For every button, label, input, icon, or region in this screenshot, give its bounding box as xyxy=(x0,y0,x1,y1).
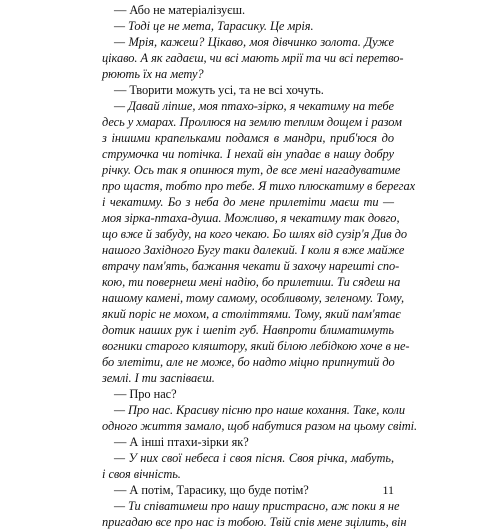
text-line: що вже й забуду, на кого чекаю. Бо шлях від сузір'я Див до xyxy=(102,227,408,241)
text-line: річку. Ось так я опинюся тут, де все мені нагадуватиме xyxy=(102,163,401,177)
text-line: кою, ти повернеш мені надію, бо прилетиш. Ти сядеш на xyxy=(102,275,401,289)
text-line: землі. І ти заспіваєш. xyxy=(102,371,215,385)
text-line: — Мрія, кажеш? Цікаво, моя дівчинко золота. Дуже xyxy=(114,35,394,49)
text-line: моя зірка-птаха-душа. Можливо, я чекатиму так довго, xyxy=(102,211,400,225)
text-line: — Про нас. Красиву пісню про наше кохання. Таке, коли xyxy=(114,403,406,417)
text-line: десь у хмарах. Проллюся на землю теплим дощем і разом xyxy=(102,115,402,129)
text-line: одного життя замало, щоб набутися разом на цьому світі. xyxy=(102,419,418,433)
text-line: цікаво. А як гадаєш, чи всі мають мрії та чи всі перетво- xyxy=(102,51,404,65)
text-line: — У них свої небеса і своя пісня. Своя річка, мабуть, xyxy=(114,451,394,465)
text-line: вогники старого кляштору, який білою лебідкою хоче в не- xyxy=(102,339,410,353)
text-line: з іншими крапельками подамся в мандри, приб'юся до xyxy=(102,131,394,145)
page-number: 11 xyxy=(382,483,394,497)
text-line: — Ти співатимеш про нашу пристрасно, аж поки я не xyxy=(114,499,400,513)
text-line: струмочка чи потічка. І нехай він упадає в нашу добру xyxy=(102,147,394,161)
text-line: нашому камені, тому самому, особливому, зеленому. Тому, xyxy=(102,291,405,305)
text-line: — А інші птахи-зірки як? xyxy=(114,435,249,449)
text-line: бо злетіти, але не може, бо надто міцно припнутий до xyxy=(102,355,395,369)
text-line: — Творити можуть усі, та не всі хочуть. xyxy=(114,83,324,97)
text-line: — Тоді це не мета, Тарасику. Це мрія. xyxy=(114,19,314,33)
text-line: і своя вічність. xyxy=(102,467,181,481)
text-line: — А потім, Тарасику, що буде потім? xyxy=(114,483,309,497)
text-line: нашого Західного Бугу таки далекий. І коли я вже майже xyxy=(102,243,405,257)
text-line: рюють їх на мету? xyxy=(102,67,204,81)
text-line: — Або не матеріалізуєш. xyxy=(114,3,245,17)
text-line: — Про нас? xyxy=(114,387,177,401)
book-page-text xyxy=(102,2,418,530)
text-line: який поріс не мохом, а століттями. Тому, який пам'ятає xyxy=(102,307,401,321)
text-line: і чекатиму. Бо з неба до мене прилетіти маєш ти — xyxy=(102,195,394,209)
text-line: — Давай ліпше, моя птахо-зірко, я чекатиму на тебе xyxy=(114,99,394,113)
text-line: втрачу пам'ять, бажання чекати й захочу нарешті спо- xyxy=(102,259,400,273)
text-line: дотик наших рук і шепіт губ. Навпроти блиматимуть xyxy=(102,323,394,337)
text-line: пригадаю все про нас із тобою. Твій спів мене зцілить, він xyxy=(102,515,407,529)
text-line: про щастя, тобто про тебе. Я тихо плюскатиму в берегах xyxy=(102,179,416,193)
